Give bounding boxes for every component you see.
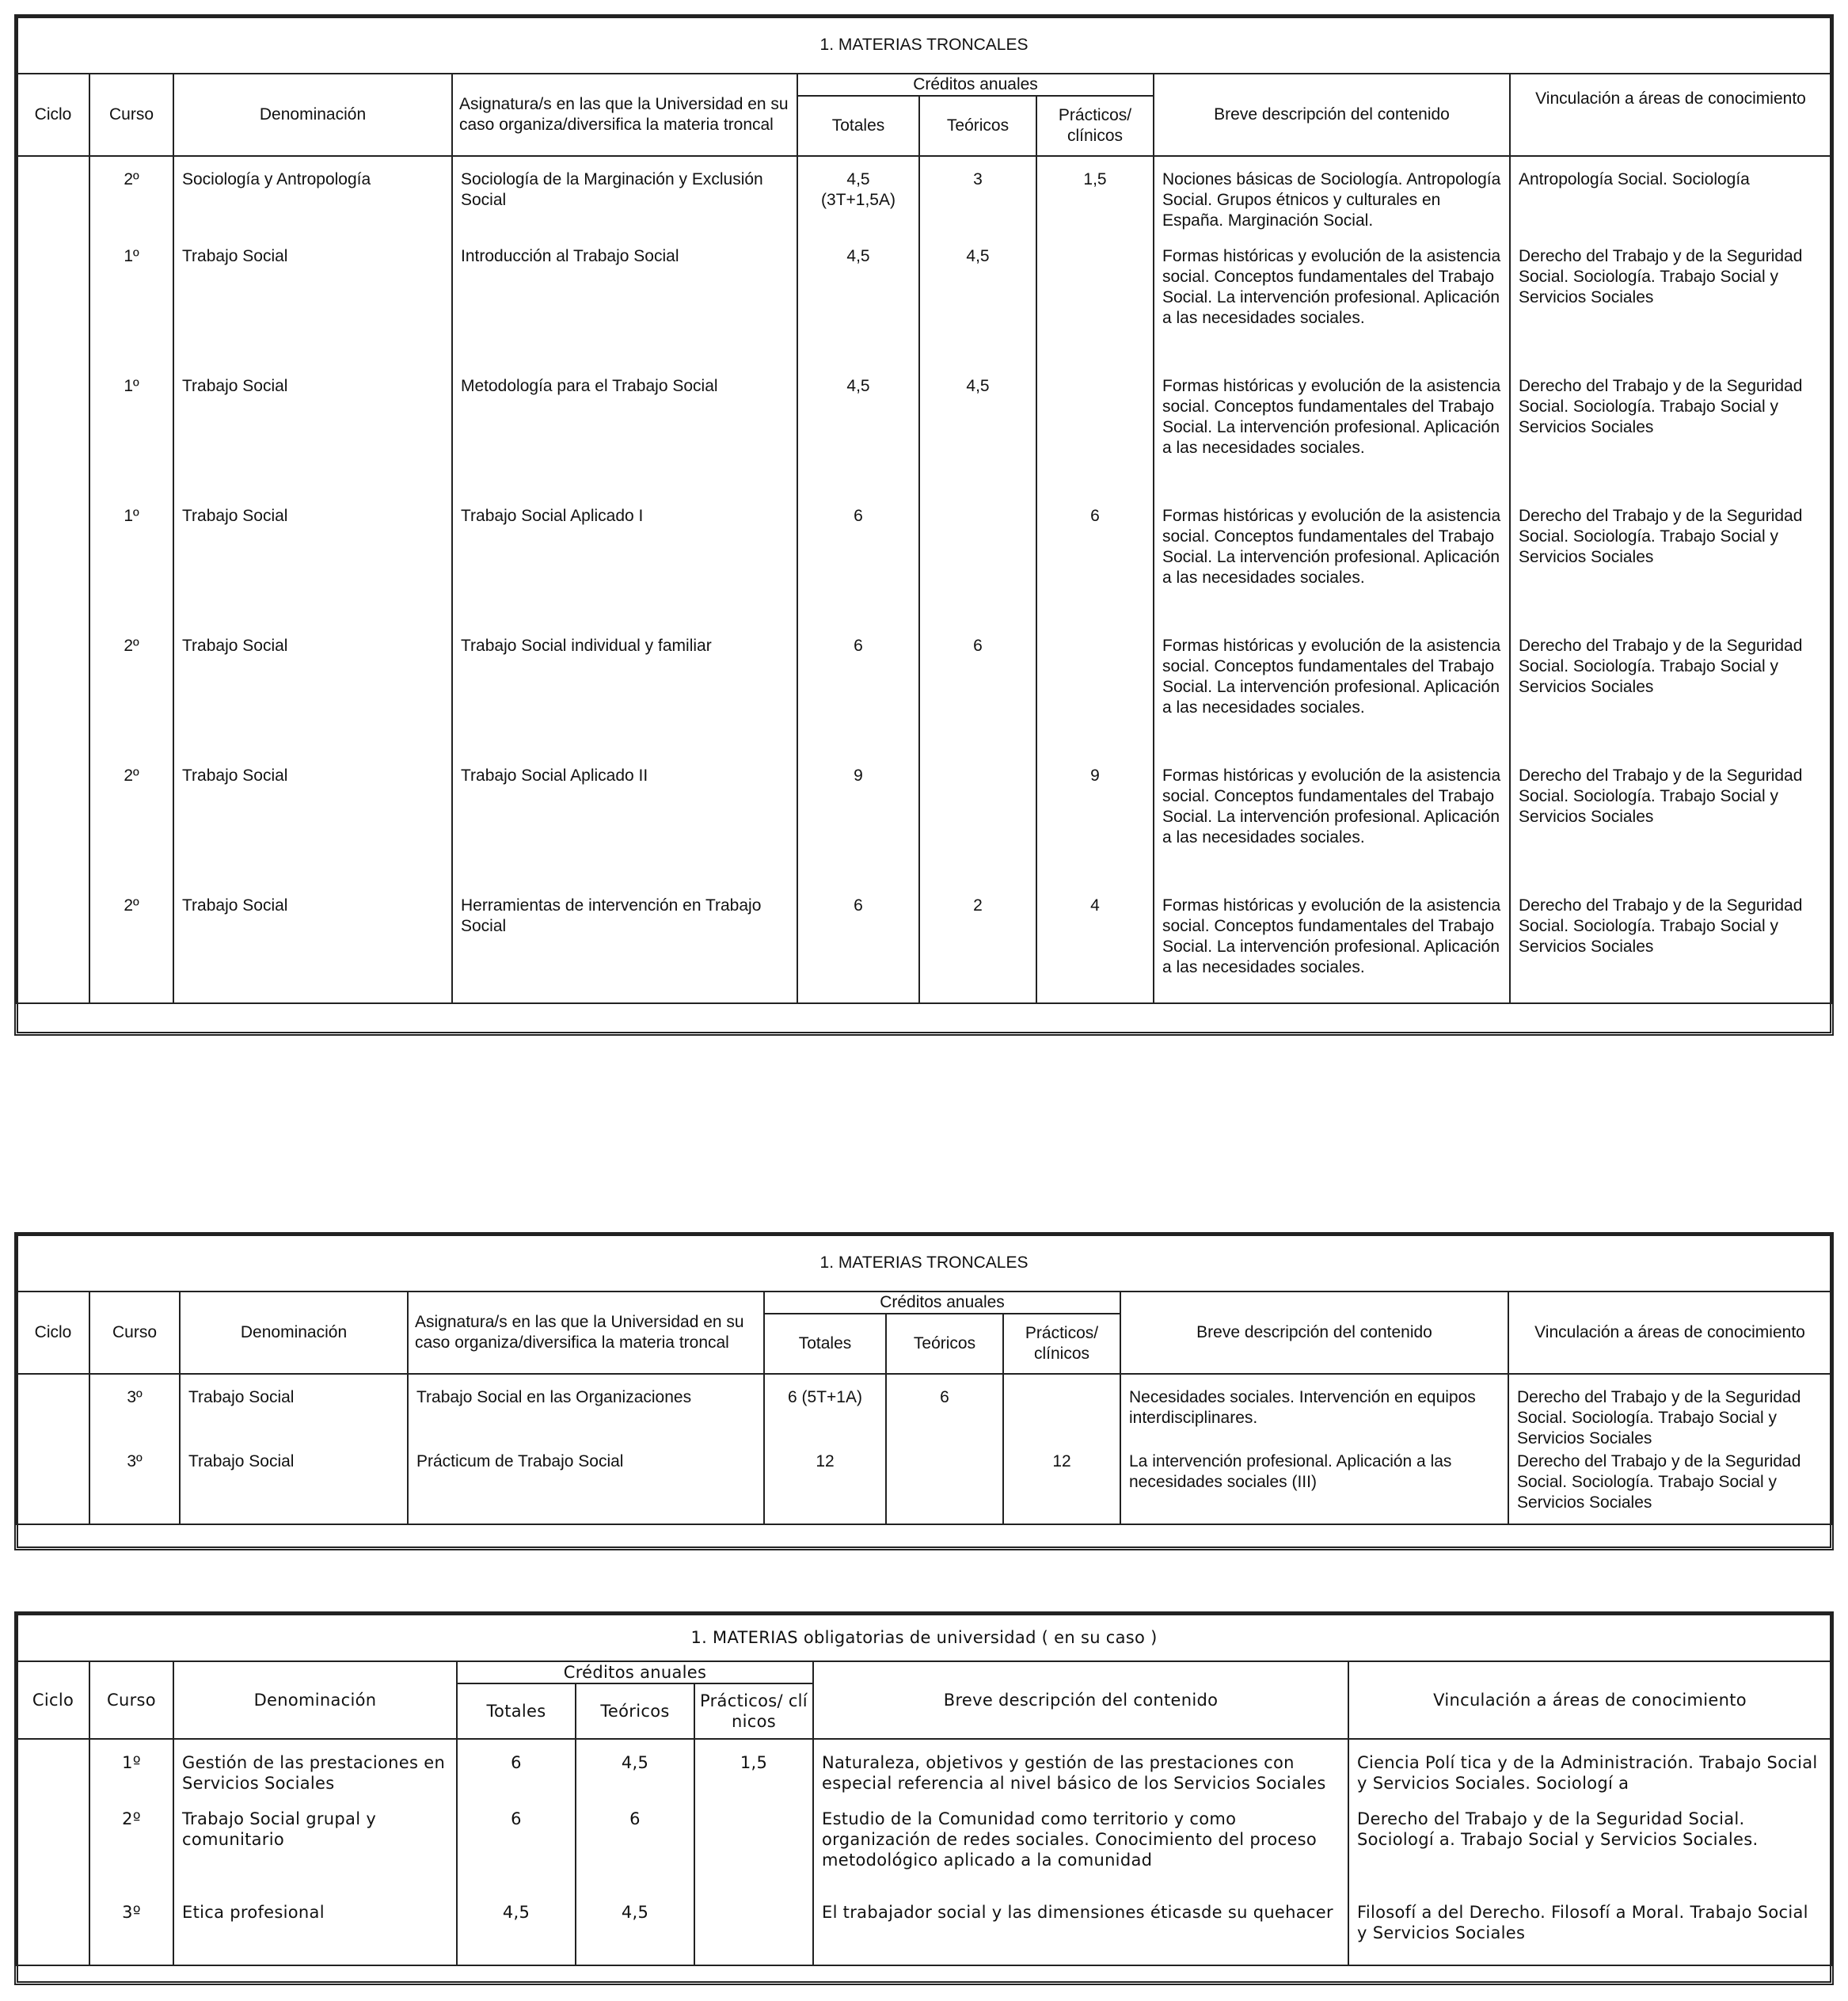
cell-asignatura: Metodología para el Trabajo Social: [452, 376, 797, 506]
cell-descripcion: Formas históricas y evolución de la asistencia social. Conceptos fundamentales del Trabajo Social. La intervención profesional. Aplicación a las necesidades sociales.: [1154, 376, 1510, 506]
cell-teoricos: 6: [886, 1374, 1003, 1451]
cell-ciclo: [17, 1451, 89, 1524]
cell-ciclo: [17, 1374, 89, 1451]
header-totales: Totales: [457, 1683, 576, 1739]
cell-ciclo: [17, 766, 89, 896]
cell-practicos: 6: [1036, 506, 1154, 636]
header-ciclo: Ciclo: [17, 1292, 89, 1374]
cell-practicos: 12: [1003, 1451, 1120, 1524]
cell-teoricos: [886, 1451, 1003, 1524]
header-vinculacion: Vinculación a áreas de conocimiento: [1510, 74, 1831, 156]
cell-asignatura: Introducción al Trabajo Social: [452, 246, 797, 376]
cell-descripcion: Formas históricas y evolución de la asistencia social. Conceptos fundamentales del Trabajo Social. La intervención profesional. Aplicación a las necesidades sociales.: [1154, 766, 1510, 896]
cell-practicos: [1036, 636, 1154, 766]
cell-totales: 4,5: [797, 376, 919, 506]
cell-curso: 3º: [89, 1902, 173, 1965]
header-creditos-anuales: Créditos anuales: [457, 1661, 813, 1683]
header-descripcion: Breve descripción del contenido: [813, 1661, 1348, 1739]
cell-totales: 4,5: [457, 1902, 576, 1965]
cell-practicos: [694, 1902, 813, 1965]
cell-totales: 6 (5T+1A): [764, 1374, 886, 1451]
header-descripcion: Breve descripción del contenido: [1154, 74, 1510, 156]
cell-practicos: 4: [1036, 896, 1154, 1003]
cell-descripcion: La intervención profesional. Aplicación a las necesidades sociales (III): [1120, 1451, 1508, 1524]
cell-vinculacion: Derecho del Trabajo y de la Seguridad Social. Sociología. Trabajo Social y Servicios Sociales: [1510, 896, 1831, 1003]
cell-curso: 1º: [89, 506, 173, 636]
cell-asignatura: Trabajo Social individual y familiar: [452, 636, 797, 766]
cell-descripcion: Necesidades sociales. Intervención en equipos interdisciplinares.: [1120, 1374, 1508, 1451]
header-creditos-anuales: Créditos anuales: [764, 1292, 1120, 1314]
cell-descripcion: Formas históricas y evolución de la asistencia social. Conceptos fundamentales del Trabajo Social. La intervención profesional. Aplicación a las necesidades sociales.: [1154, 896, 1510, 1003]
cell-vinculacion: Antropología Social. Sociología: [1510, 156, 1831, 246]
cell-ciclo: [17, 1739, 89, 1809]
cell-denominacion: Etica profesional: [173, 1902, 457, 1965]
cell-totales: 6: [797, 636, 919, 766]
cell-teoricos: [919, 766, 1036, 896]
table-title: 1. MATERIAS TRONCALES: [17, 1234, 1831, 1292]
cell-curso: 2º: [89, 156, 173, 246]
header-denominacion: Denominación: [173, 74, 452, 156]
header-ciclo: Ciclo: [17, 74, 89, 156]
totales-detail: (3T+1,5A): [821, 191, 895, 209]
cell-descripcion: Formas históricas y evolución de la asistencia social. Conceptos fundamentales del Trabajo Social. La intervención profesional. Aplicación a las necesidades sociales.: [1154, 636, 1510, 766]
cell-teoricos: 4,5: [576, 1739, 694, 1809]
cell-totales: 12: [764, 1451, 886, 1524]
materias-obligatorias-table: [16, 1613, 1832, 1966]
cell-ciclo: [17, 636, 89, 766]
header-totales: Totales: [764, 1314, 886, 1374]
cell-practicos: [694, 1809, 813, 1902]
materias-troncales-table-2: [16, 1234, 1832, 1525]
cell-descripcion: El trabajador social y las dimensiones éticasde su quehacer: [813, 1902, 1348, 1965]
cell-ciclo: [17, 896, 89, 1003]
cell-teoricos: 2: [919, 896, 1036, 1003]
header-denominacion: Denominación: [180, 1292, 408, 1374]
cell-curso: 2º: [89, 766, 173, 896]
cell-curso: 3º: [89, 1451, 180, 1524]
cell-asignatura: Trabajo Social en las Organizaciones: [408, 1374, 764, 1451]
cell-ciclo: [17, 1809, 89, 1902]
header-denominacion: Denominación: [173, 1661, 457, 1739]
cell-descripcion: Nociones básicas de Sociología. Antropología Social. Grupos étnicos y culturales en España. Marginación Social.: [1154, 156, 1510, 246]
cell-vinculacion: Derecho del Trabajo y de la Seguridad Social. Sociología. Trabajo Social y Servicios Sociales: [1510, 506, 1831, 636]
materias-troncales-table-1: [16, 16, 1832, 1004]
header-descripcion: Breve descripción del contenido: [1120, 1292, 1508, 1374]
cell-teoricos: 4,5: [919, 246, 1036, 376]
cell-curso: 2º: [89, 636, 173, 766]
cell-denominacion: Trabajo Social: [173, 766, 452, 896]
cell-descripcion: Formas históricas y evolución de la asistencia social. Conceptos fundamentales del Trabajo Social. La intervención profesional. Aplicación a las necesidades sociales.: [1154, 246, 1510, 376]
table-title: 1. MATERIAS obligatorias de universidad ( en su caso ): [17, 1614, 1831, 1661]
header-asignatura: Asignatura/s en las que la Universidad en su caso organiza/diversifica la materia troncal: [408, 1292, 764, 1374]
cell-denominacion: Trabajo Social grupal y comunitario: [173, 1809, 457, 1902]
cell-descripcion: Naturaleza, objetivos y gestión de las prestaciones con especial referencia al nivel básico de los Servicios Sociales: [813, 1739, 1348, 1809]
cell-denominacion: Gestión de las prestaciones en Servicios Sociales: [173, 1739, 457, 1809]
cell-vinculacion: Derecho del Trabajo y de la Seguridad Social. Sociologí a. Trabajo Social y Servicios Sociales.: [1348, 1809, 1831, 1902]
cell-teoricos: 3: [919, 156, 1036, 246]
cell-ciclo: [17, 376, 89, 506]
cell-curso: 1º: [89, 376, 173, 506]
header-practicos: Prácticos/ clínicos: [1036, 96, 1154, 156]
cell-vinculacion: Derecho del Trabajo y de la Seguridad Social. Sociología. Trabajo Social y Servicios Sociales: [1510, 376, 1831, 506]
cell-practicos: 1,5: [1036, 156, 1154, 246]
cell-ciclo: [17, 1902, 89, 1965]
cell-teoricos: 4,5: [919, 376, 1036, 506]
cell-teoricos: 6: [919, 636, 1036, 766]
table-title: 1. MATERIAS TRONCALES: [17, 17, 1831, 74]
cell-ciclo: [17, 246, 89, 376]
cell-denominacion: Trabajo Social: [180, 1374, 408, 1451]
header-vinculacion: Vinculación a áreas de conocimiento: [1508, 1292, 1831, 1374]
header-vinculacion: Vinculación a áreas de conocimiento: [1348, 1661, 1831, 1739]
cell-practicos: 9: [1036, 766, 1154, 896]
cell-totales: 6: [797, 506, 919, 636]
cell-denominacion: Sociología y Antropología: [173, 156, 452, 246]
cell-denominacion: Trabajo Social: [173, 246, 452, 376]
totales-value: 4,5: [846, 170, 870, 188]
header-curso: Curso: [89, 74, 173, 156]
cell-denominacion: Trabajo Social: [173, 376, 452, 506]
cell-asignatura: Trabajo Social Aplicado II: [452, 766, 797, 896]
cell-totales: 4,5: [797, 246, 919, 376]
cell-practicos: 1,5: [694, 1739, 813, 1809]
header-practicos: Prácticos/ clí nicos: [694, 1683, 813, 1739]
cell-vinculacion: Derecho del Trabajo y de la Seguridad Social. Sociología. Trabajo Social y Servicios Sociales: [1508, 1374, 1831, 1451]
cell-vinculacion: Derecho del Trabajo y de la Seguridad Social. Sociología. Trabajo Social y Servicios Sociales: [1510, 766, 1831, 896]
cell-curso: 2º: [89, 896, 173, 1003]
header-teoricos: Teóricos: [886, 1314, 1003, 1374]
cell-asignatura: Prácticum de Trabajo Social: [408, 1451, 764, 1524]
cell-curso: 1º: [89, 246, 173, 376]
cell-totales: 6: [457, 1739, 576, 1809]
cell-vinculacion: Derecho del Trabajo y de la Seguridad Social. Sociología. Trabajo Social y Servicios Sociales: [1508, 1451, 1831, 1524]
cell-totales: [797, 156, 919, 246]
cell-denominacion: Trabajo Social: [173, 506, 452, 636]
cell-practicos: [1036, 376, 1154, 506]
header-creditos-anuales: Créditos anuales: [797, 74, 1154, 96]
cell-practicos: [1036, 246, 1154, 376]
cell-ciclo: [17, 156, 89, 246]
header-curso: Curso: [89, 1292, 180, 1374]
cell-denominacion: Trabajo Social: [180, 1451, 408, 1524]
cell-vinculacion: Derecho del Trabajo y de la Seguridad Social. Sociología. Trabajo Social y Servicios Sociales: [1510, 636, 1831, 766]
header-curso: Curso: [89, 1661, 173, 1739]
header-totales: Totales: [797, 96, 919, 156]
header-ciclo: Ciclo: [17, 1661, 89, 1739]
cell-asignatura: Sociología de la Marginación y Exclusión Social: [452, 156, 797, 246]
cell-asignatura: Trabajo Social Aplicado I: [452, 506, 797, 636]
cell-ciclo: [17, 506, 89, 636]
cell-totales: 6: [797, 896, 919, 1003]
cell-descripcion: Formas históricas y evolución de la asistencia social. Conceptos fundamentales del Trabajo Social. La intervención profesional. Aplicación a las necesidades sociales.: [1154, 506, 1510, 636]
cell-vinculacion: Derecho del Trabajo y de la Seguridad Social. Sociología. Trabajo Social y Servicios Sociales: [1510, 246, 1831, 376]
cell-denominacion: Trabajo Social: [173, 896, 452, 1003]
cell-denominacion: Trabajo Social: [173, 636, 452, 766]
cell-vinculacion: Filosofí a del Derecho. Filosofí a Moral. Trabajo Social y Servicios Sociales: [1348, 1902, 1831, 1965]
header-asignatura: Asignatura/s en las que la Universidad en su caso organiza/diversifica la materia troncal: [452, 74, 797, 156]
header-practicos: Prácticos/ clínicos: [1003, 1314, 1120, 1374]
cell-curso: 2º: [89, 1809, 173, 1902]
header-teoricos: Teóricos: [576, 1683, 694, 1739]
cell-totales: 6: [457, 1809, 576, 1902]
cell-descripcion: Estudio de la Comunidad como territorio y como organización de redes sociales. Conocimiento del proceso metodológico aplicado a la comunidad: [813, 1809, 1348, 1902]
cell-vinculacion: Ciencia Polí tica y de la Administración. Trabajo Social y Servicios Sociales. Sociologí a: [1348, 1739, 1831, 1809]
cell-practicos: [1003, 1374, 1120, 1451]
header-teoricos: Teóricos: [919, 96, 1036, 156]
cell-teoricos: 6: [576, 1809, 694, 1902]
cell-curso: 1º: [89, 1739, 173, 1809]
cell-teoricos: [919, 506, 1036, 636]
cell-teoricos: 4,5: [576, 1902, 694, 1965]
cell-curso: 3º: [89, 1374, 180, 1451]
cell-asignatura: Herramientas de intervención en Trabajo Social: [452, 896, 797, 1003]
cell-totales: 9: [797, 766, 919, 896]
